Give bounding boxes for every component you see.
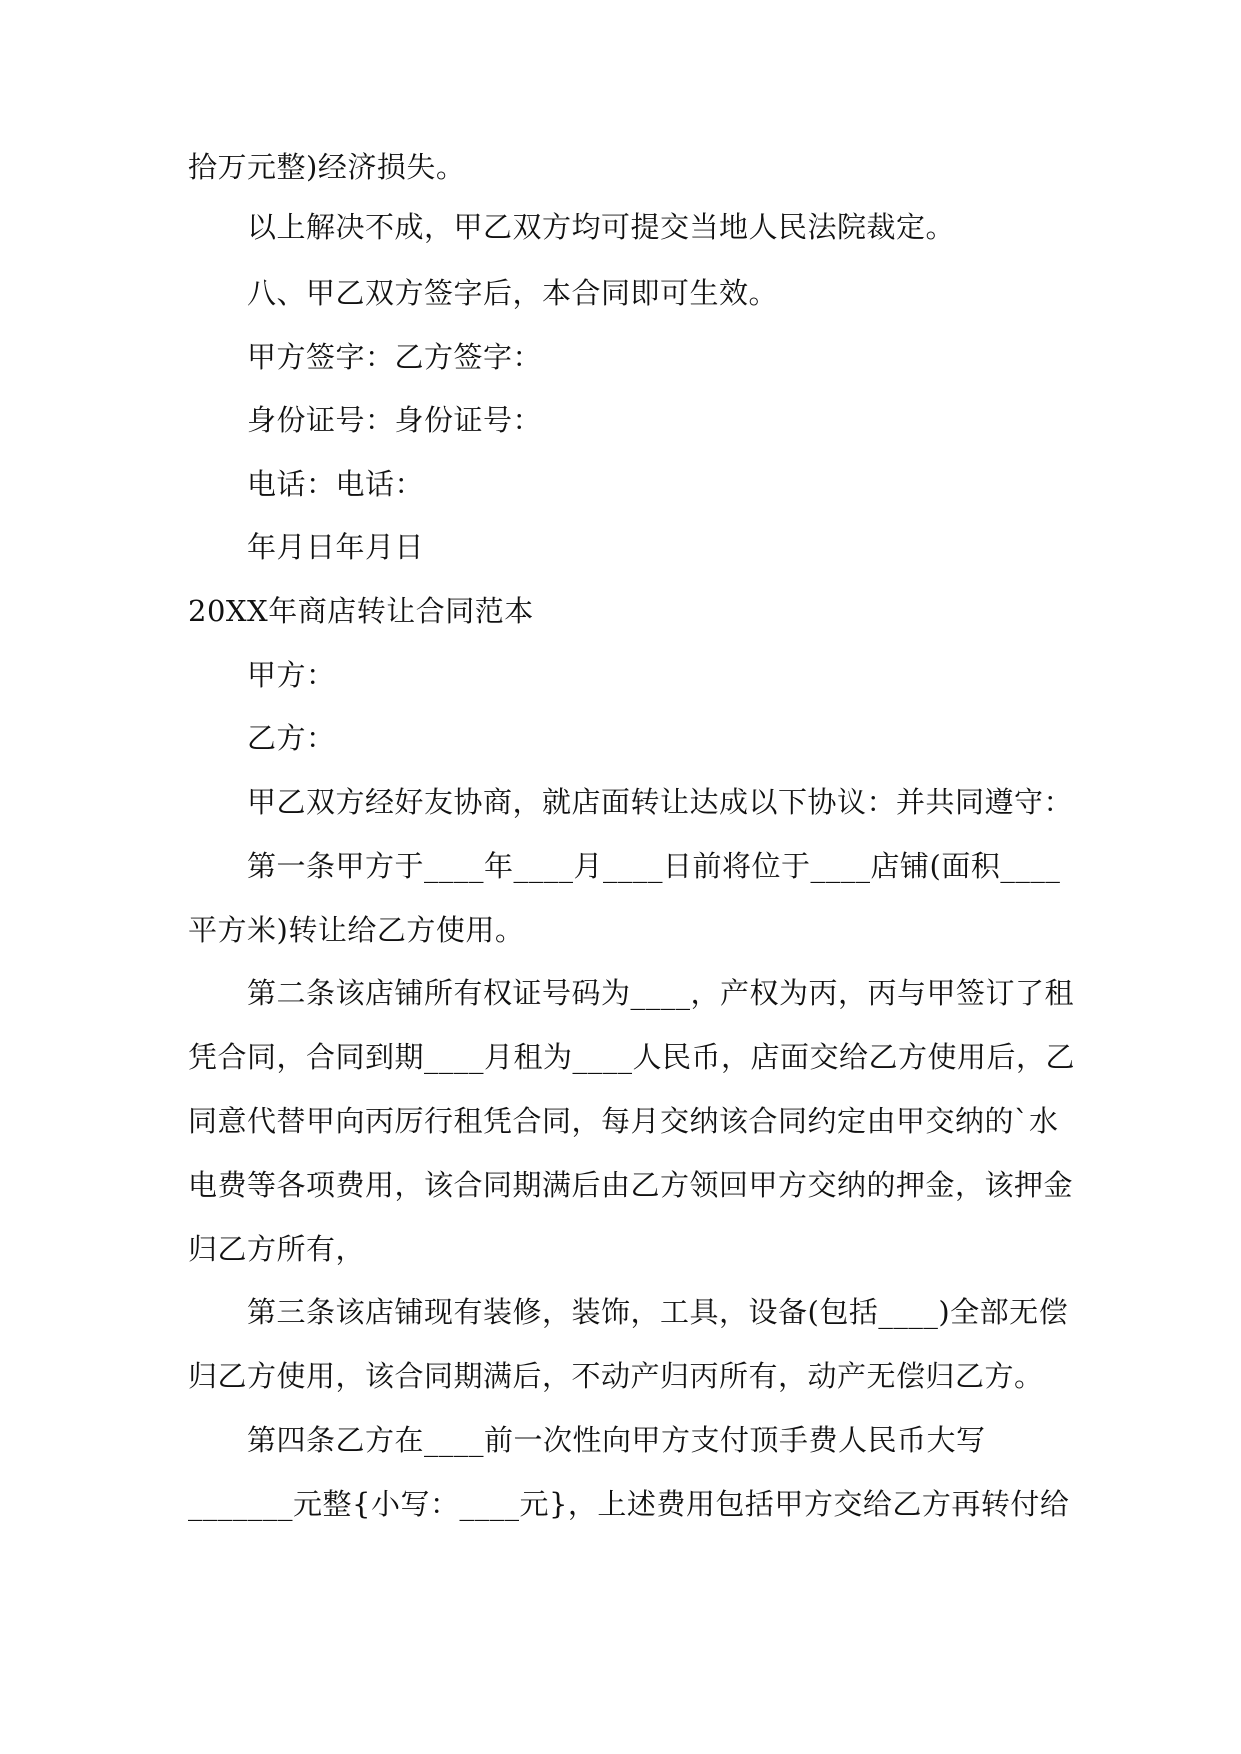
phone-line: 电话：电话：: [247, 467, 425, 501]
paragraph-line: 归乙方使用，该合同期满后，不动产归丙所有，动产无偿归乙方。: [188, 1359, 1044, 1393]
id-number-line: 身份证号：身份证号：: [247, 403, 543, 437]
document-title: 20XX年商店转让合同范本: [188, 594, 534, 628]
paragraph-line: 以上解决不成，甲乙双方均可提交当地人民法院裁定。: [247, 210, 956, 244]
date-line: 年月日年月日: [247, 530, 425, 564]
paragraph-line: 同意代替甲向丙厉行租凭合同，每月交纳该合同约定由甲交纳的`水: [188, 1104, 1059, 1138]
paragraph-line: 第三条该店铺现有装修，装饰，工具，设备(包括____)全部无偿: [247, 1295, 1069, 1329]
paragraph-line: 八、甲乙双方签字后，本合同即可生效。: [247, 276, 779, 310]
party-a-line: 甲方：: [247, 658, 336, 692]
signature-line: 甲方签字：乙方签字：: [247, 340, 543, 374]
paragraph-line: 凭合同，合同到期____月租为____人民币，店面交给乙方使用后，乙: [188, 1040, 1076, 1074]
party-b-line: 乙方：: [247, 721, 336, 755]
paragraph-line: 第四条乙方在____前一次性向甲方支付顶手费人民币大写: [247, 1423, 986, 1457]
paragraph-line: 第一条甲方于____年____月____日前将位于____店铺(面积____: [247, 849, 1061, 883]
paragraph-line: 平方米)转让给乙方使用。: [188, 913, 525, 947]
paragraph-line: 电费等各项费用，该合同期满后由乙方领回甲方交纳的押金，该押金: [188, 1168, 1074, 1202]
paragraph-line: 甲乙双方经好友协商，就店面转让达成以下协议：并共同遵守：: [247, 785, 1074, 819]
paragraph-line: 拾万元整)经济损失。: [188, 150, 466, 184]
paragraph-line: 归乙方所有，: [188, 1232, 366, 1266]
paragraph-line: _______元整{小写：____元}，上述费用包括甲方交给乙方再转付给: [188, 1487, 1070, 1521]
paragraph-line: 第二条该店铺所有权证号码为____，产权为丙，丙与甲签订了租: [247, 976, 1075, 1010]
